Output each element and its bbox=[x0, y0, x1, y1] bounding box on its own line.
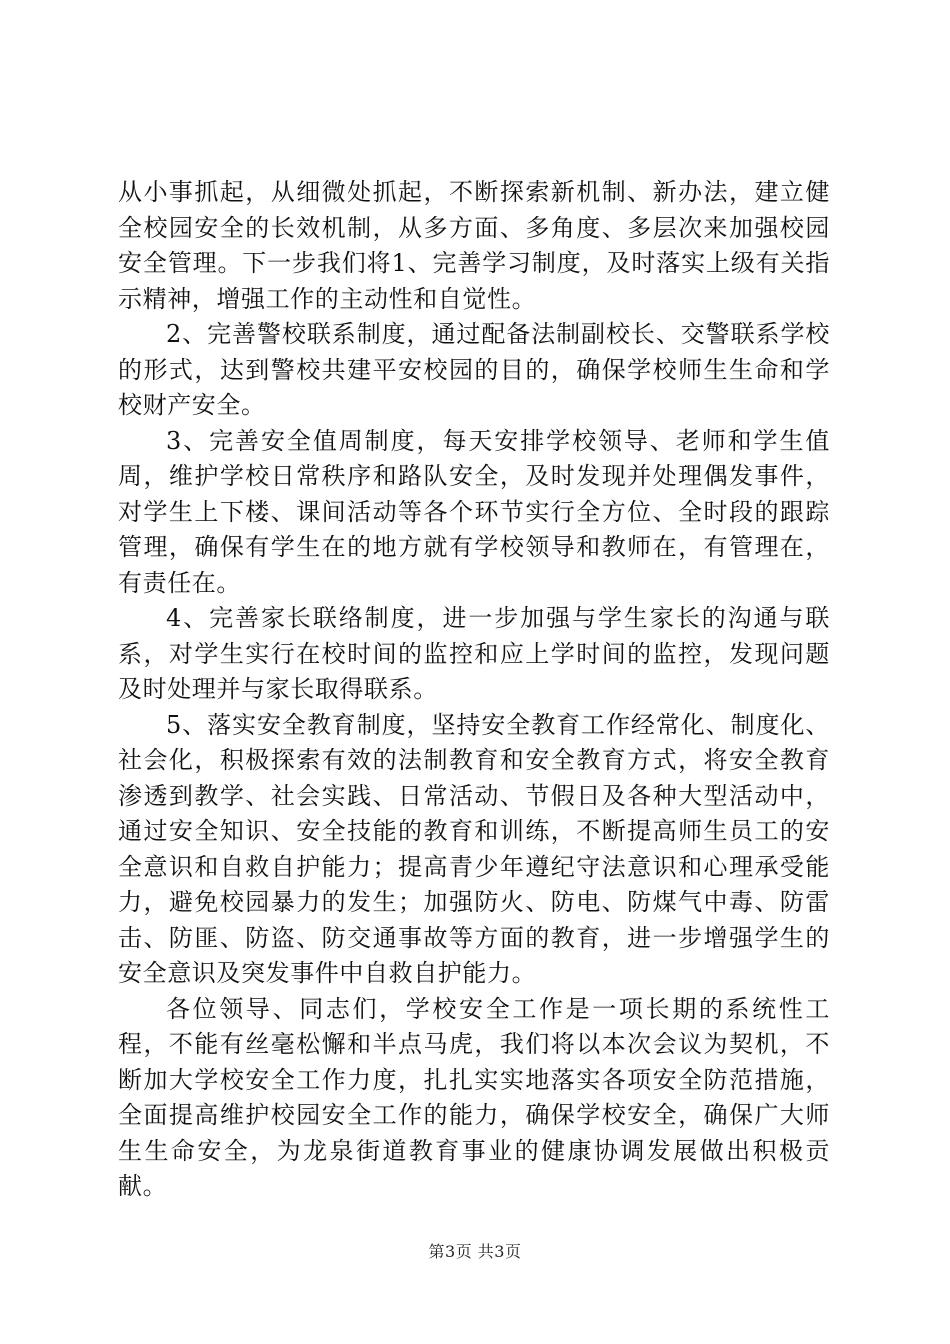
paragraph-1: 从小事抓起，从细微处抓起，不断探索新机制、新办法，建立健全校园安全的长效机制，从多方面、多角度、多层次来加强校园安全管理。下一步我们将1、完善学习制度，及时落实上级有关指示精神，增强工作的主动性和自觉性。 bbox=[118, 178, 830, 313]
page-footer: 第3页 共3页 bbox=[428, 1242, 522, 1261]
paragraph-4: 4、完善家长联络制度，进一步加强与学生家长的沟通与联系，对学生实行在校时间的监控和应上学时间的监控，发现问题及时处理并与家长取得联系。 bbox=[118, 604, 830, 703]
paragraph-6: 各位领导、同志们，学校安全工作是一项长期的系统性工程，不能有丝毫松懈和半点马虎，我们将以本次会议为契机，不断加大学校安全工作力度，扎扎实实地落实各项安全防范措施，全面提高维护校园安全工作的能力，确保学校安全，确保广大师生生命安全，为龙泉街道教育事业的健康协调发展做出积极贡献。 bbox=[118, 994, 830, 1200]
paragraph-5: 5、落实安全教育制度，坚持安全教育工作经常化、制度化、社会化，积极探索有效的法制教育和安全教育方式，将安全教育渗透到教学、社会实践、日常活动、节假日及各种大型活动中，通过安全知识、安全技能的教育和训练，不断提高师生员工的安全意识和自救自护能力；提高青少年遵纪守法意识和心理承受能力，避免校园暴力的发生；加强防火、防电、防煤气中毒、防雷击、防匪、防盗、防交通事故等方面的教育，进一步增强学生的安全意识及突发事件中自救自护能力。 bbox=[118, 710, 830, 987]
paragraph-3: 3、完善安全值周制度，每天安排学校领导、老师和学生值周，维护学校日常秩序和路队安全，及时发现并处理偶发事件，对学生上下楼、课间活动等各个环节实行全方位、全时段的跟踪管理，确保有学生在的地方就有学校领导和教师在，有管理在，有责任在。 bbox=[118, 426, 830, 597]
document-body bbox=[118, 175, 830, 1205]
paragraph-2: 2、完善警校联系制度，通过配备法制副校长、交警联系学校的形式，达到警校共建平安校园的目的，确保学校师生生命和学校财产安全。 bbox=[118, 320, 830, 419]
